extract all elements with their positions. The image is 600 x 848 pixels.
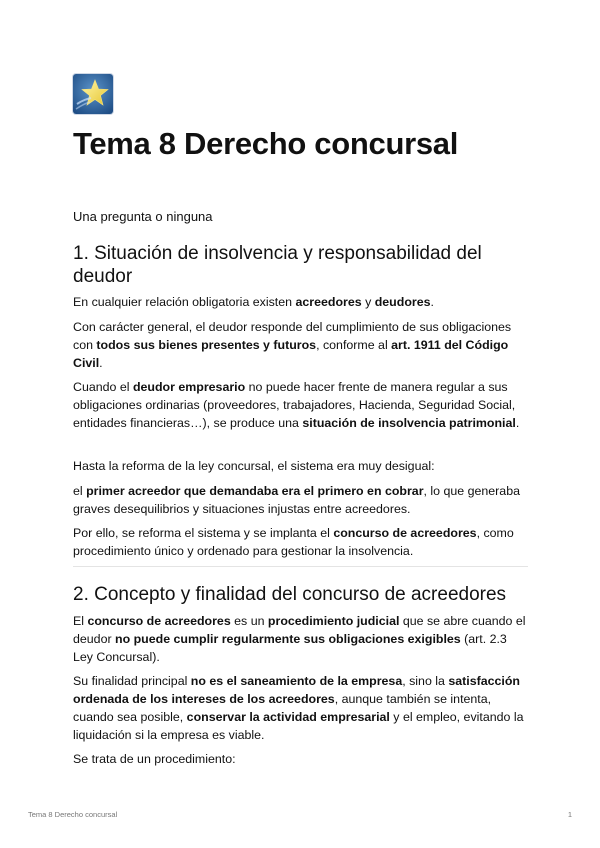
bold-text: no puede cumplir regularmente sus obligaciones exigibles bbox=[115, 632, 461, 646]
bold-text: concurso de acreedores bbox=[333, 526, 477, 540]
bold-text: primer acreedor que demandaba era el primero en cobrar bbox=[86, 484, 424, 498]
bold-text: satisfacción ordenada de los intereses de los acreedores bbox=[73, 674, 520, 706]
bold-text: concurso de acreedores bbox=[87, 614, 231, 628]
bold-text: deudores bbox=[374, 295, 431, 309]
bold-text: no es el saneamiento de la empresa bbox=[190, 674, 403, 688]
paragraph bbox=[73, 482, 528, 518]
text-run: que se abre cuando el deudor bbox=[73, 614, 526, 646]
text-run: Hasta la reforma de la ley concursal, el sistema era muy desigual: bbox=[73, 459, 435, 473]
paragraph bbox=[73, 524, 528, 560]
text-run: (art. 2.3 Ley Concursal). bbox=[73, 632, 507, 664]
text-run: , como procedimiento único y ordenado para gestionar la insolvencia. bbox=[73, 526, 514, 558]
star-icon bbox=[73, 74, 113, 114]
paragraph bbox=[73, 750, 528, 768]
text-run: no puede hacer frente de manera regular a sus obligaciones ordinarias (proveedores, trabajadores, Hacienda, Seguridad Social, entidades financieras…), se produce una bbox=[73, 380, 516, 430]
paragraph bbox=[73, 612, 528, 666]
bold-text: situación de insolvencia patrimonial bbox=[302, 416, 516, 430]
bold-text: todos sus bienes presentes y futuros bbox=[96, 338, 317, 352]
text-run: . bbox=[430, 295, 434, 309]
bold-text: procedimiento judicial bbox=[267, 614, 400, 628]
divider bbox=[73, 566, 528, 567]
text-run: , sino la bbox=[402, 674, 449, 688]
paragraph bbox=[73, 318, 528, 372]
paragraph bbox=[73, 378, 528, 432]
page-number: 1 bbox=[567, 810, 572, 819]
text-run: Por ello, se reforma el sistema y se implanta el bbox=[73, 526, 334, 540]
text-run: y bbox=[361, 295, 375, 309]
text-run: y el empleo, evitando la liquidación si la empresa es viable. bbox=[73, 710, 524, 742]
bold-text: art. 1911 del Código Civil bbox=[73, 338, 509, 370]
text-run: Cuando el bbox=[73, 380, 133, 394]
text-run: , conforme al bbox=[316, 338, 392, 352]
subtitle: Una pregunta o ninguna bbox=[73, 209, 213, 224]
text-run: , lo que generaba graves desequilibrios y situaciones injustas entre acreedores. bbox=[73, 484, 520, 516]
section-heading-2: 2. Concepto y finalidad del concurso de acreedores bbox=[73, 584, 507, 605]
text-run: el bbox=[73, 484, 87, 498]
text-run: Con carácter general, el deudor responde del cumplimiento de sus obligaciones con bbox=[73, 320, 512, 352]
paragraph bbox=[73, 293, 528, 311]
text-run: Se trata de un procedimiento: bbox=[73, 752, 236, 766]
text-run: es un bbox=[230, 614, 268, 628]
footer-title: Tema 8 Derecho concursal bbox=[28, 810, 118, 819]
bold-text: deudor empresario bbox=[132, 380, 246, 394]
paragraph bbox=[73, 457, 528, 475]
text-run: Su finalidad principal bbox=[73, 674, 191, 688]
text-run: En cualquier relación obligatoria existen bbox=[73, 295, 296, 309]
bold-text: acreedores bbox=[295, 295, 362, 309]
page-title: Tema 8 Derecho concursal bbox=[73, 126, 459, 161]
text-run: . bbox=[515, 416, 520, 430]
text-run: . bbox=[99, 356, 103, 370]
paragraph bbox=[73, 672, 528, 744]
text-run: El bbox=[73, 614, 88, 628]
section-heading-1: 1. Situación de insolvencia y responsabilidad del deudor bbox=[73, 243, 482, 287]
bold-text: conservar la actividad empresarial bbox=[186, 710, 390, 724]
text-run: , aunque también se intenta, cuando sea posible, bbox=[73, 692, 492, 724]
